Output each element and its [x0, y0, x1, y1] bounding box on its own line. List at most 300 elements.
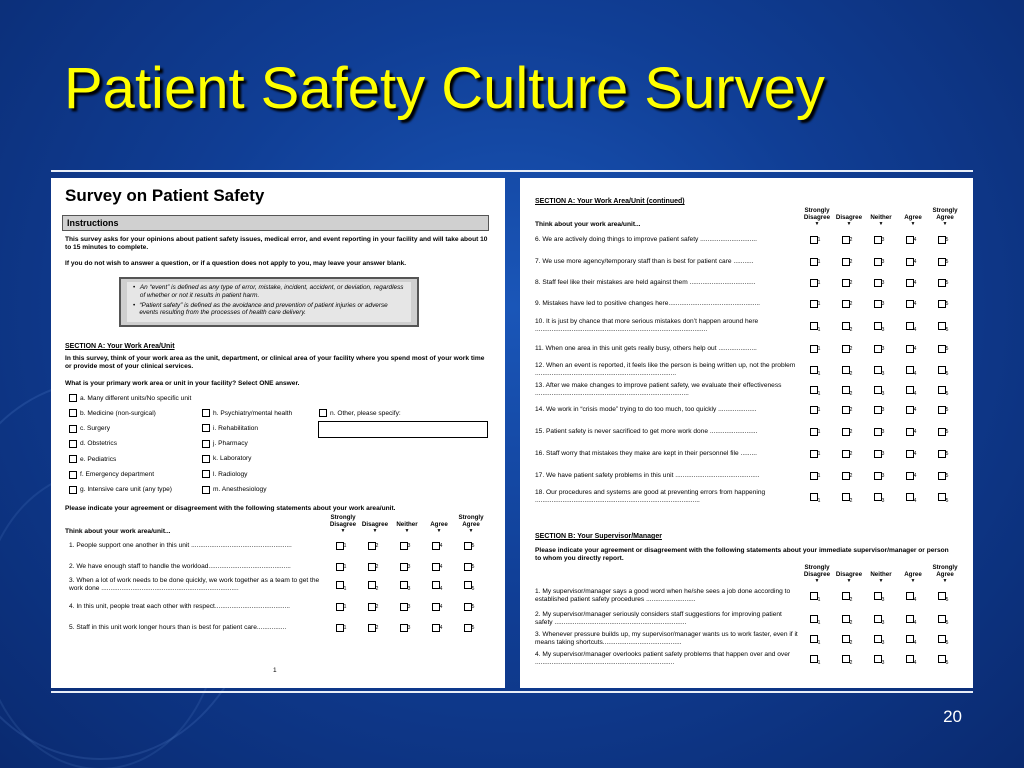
response-checkbox-1[interactable]: [810, 472, 818, 480]
response-cell: [927, 406, 959, 414]
response-checkbox-2[interactable]: [842, 300, 850, 308]
response-cell: [325, 603, 357, 611]
response-cell: [927, 472, 959, 480]
down-arrow-icon: ▼: [942, 221, 948, 227]
response-cell: [895, 651, 927, 667]
survey-item: [535, 472, 959, 480]
response-checkbox-3[interactable]: [874, 300, 882, 308]
work-area-option[interactable]: [202, 470, 247, 478]
response-cell: [799, 489, 831, 505]
response-checkbox-4[interactable]: [906, 655, 914, 663]
survey-item-text: 3. Whenever pressure builds up, my supervisor/manager wants us to work faster, even if it means taking shortcuts...........................................: [535, 631, 798, 646]
response-value: 3: [407, 604, 411, 610]
response-checkbox-2[interactable]: [842, 406, 850, 414]
response-value: 5: [471, 625, 475, 631]
option-label: k. Laboratory: [213, 455, 252, 463]
definitions-box: [119, 277, 419, 327]
response-cell: [799, 279, 831, 287]
response-checkbox-3[interactable]: [400, 542, 408, 550]
scale-label-text: Disagree: [835, 571, 863, 578]
response-value: 5: [471, 543, 475, 549]
survey-item: [535, 406, 959, 414]
response-cell: [799, 450, 831, 458]
scale-label-1: [801, 207, 833, 228]
response-checkbox-3[interactable]: [874, 386, 882, 394]
response-value: 2: [849, 371, 853, 377]
response-cell: [863, 362, 895, 378]
option-checkbox[interactable]: [69, 425, 77, 433]
response-value: 5: [945, 346, 949, 352]
response-checkbox-5[interactable]: [938, 300, 946, 308]
response-value: 2: [375, 625, 379, 631]
response-checkbox-4[interactable]: [906, 279, 914, 287]
response-cell: [325, 624, 357, 632]
slide-title: Patient Safety Culture Survey: [64, 56, 825, 121]
response-cell: [895, 406, 927, 414]
response-checkbox-2[interactable]: [842, 366, 850, 374]
response-checkbox-2[interactable]: [368, 563, 376, 571]
response-cell: [453, 624, 485, 632]
response-checkbox-2[interactable]: [842, 386, 850, 394]
response-checkbox-1[interactable]: [810, 655, 818, 663]
response-checkbox-1[interactable]: [810, 635, 818, 643]
response-checkbox-5[interactable]: [938, 592, 946, 600]
response-checkbox-4[interactable]: [906, 322, 914, 330]
survey-item: [535, 300, 959, 308]
response-checkbox-4[interactable]: [906, 450, 914, 458]
response-value: 3: [881, 429, 885, 435]
scale-label-2: [833, 207, 865, 228]
response-cell: [325, 563, 357, 571]
response-checkbox-5[interactable]: [938, 366, 946, 374]
response-checkbox-3[interactable]: [874, 615, 882, 623]
option-checkbox[interactable]: [319, 409, 327, 417]
response-value: 3: [881, 451, 885, 457]
scale-header: [801, 207, 961, 228]
response-cell: [895, 489, 927, 505]
response-value: 4: [913, 451, 917, 457]
work-area-option[interactable]: [202, 440, 248, 448]
down-arrow-icon: ▼: [910, 221, 916, 227]
response-checkbox-4[interactable]: [906, 615, 914, 623]
section-b-heading: SECTION B: Your Supervisor/Manager: [535, 533, 662, 540]
response-value: 5: [945, 327, 949, 333]
scale-label-text: Neither: [396, 521, 418, 528]
response-value: 3: [407, 586, 411, 592]
response-checkbox-1[interactable]: [810, 366, 818, 374]
response-cell: [831, 382, 863, 398]
response-checkbox-2[interactable]: [842, 493, 850, 501]
down-arrow-icon: ▼: [878, 578, 884, 584]
response-cell: [927, 631, 959, 647]
response-cell: [927, 258, 959, 266]
agreement-prompt: Please indicate your agreement or disagreement with the following statements about your work area/unit.: [65, 505, 396, 512]
response-checkbox-2[interactable]: [842, 615, 850, 623]
response-checkbox-4[interactable]: [432, 581, 440, 589]
response-checkbox-3[interactable]: [874, 450, 882, 458]
survey-item-text: 3. When a lot of work needs to be done quickly, we work together as a team to get the work done ...........................................................................: [69, 577, 320, 592]
other-specify-input[interactable]: [318, 421, 488, 438]
survey-item: [535, 258, 959, 266]
response-value: 4: [913, 280, 917, 286]
response-cell: [831, 611, 863, 627]
response-value: 3: [881, 327, 885, 333]
response-checkbox-2[interactable]: [842, 635, 850, 643]
survey-item: [69, 603, 485, 611]
response-cell: [927, 300, 959, 308]
survey-item: [69, 624, 485, 632]
response-checkbox-1[interactable]: [810, 592, 818, 600]
response-checkbox-5[interactable]: [938, 322, 946, 330]
survey-page-2: [520, 178, 973, 688]
option-checkbox[interactable]: [202, 486, 210, 494]
response-checkbox-2[interactable]: [842, 655, 850, 663]
response-checkbox-2[interactable]: [842, 472, 850, 480]
response-cell: [831, 450, 863, 458]
response-value: 3: [881, 259, 885, 265]
response-checkbox-3[interactable]: [874, 366, 882, 374]
down-arrow-icon: ▼: [404, 528, 410, 534]
section-b-prompt: Please indicate your agreement or disagreement with the following statements about your immediate supervisor/manager or person to whom you directly report.: [535, 547, 949, 563]
response-checkbox-2[interactable]: [368, 603, 376, 611]
response-value: 1: [817, 660, 821, 666]
response-cell: [927, 450, 959, 458]
response-checkbox-3[interactable]: [874, 345, 882, 353]
response-checkbox-3[interactable]: [400, 624, 408, 632]
scale-label-text: Disagree: [361, 521, 389, 528]
survey-item: [535, 318, 959, 334]
response-checkbox-3[interactable]: [874, 322, 882, 330]
option-checkbox[interactable]: [202, 470, 210, 478]
response-checkbox-4[interactable]: [432, 542, 440, 550]
option-label: i. Rehabilitation: [213, 424, 259, 432]
response-cell: [927, 345, 959, 353]
survey-item-text: 16. Staff worry that mistakes they make are kept in their personnel file .........: [535, 450, 757, 457]
response-checkbox-5[interactable]: [938, 236, 946, 244]
work-area-option[interactable]: [69, 455, 116, 463]
response-cell: [799, 345, 831, 353]
response-checkbox-1[interactable]: [810, 345, 818, 353]
response-checkbox-3[interactable]: [874, 428, 882, 436]
response-checkbox-3[interactable]: [874, 406, 882, 414]
survey-item-text: 2. We have enough staff to handle the workload.............................................: [69, 563, 291, 570]
response-checkbox-4[interactable]: [432, 563, 440, 571]
response-cell: [895, 300, 927, 308]
survey-item-text: 1. My supervisor/manager says a good word when he/she sees a job done according to established patient safety procedures ...........................: [535, 588, 791, 603]
response-cell: [421, 603, 453, 611]
work-area-option[interactable]: [69, 409, 156, 417]
response-value: 5: [471, 564, 475, 570]
response-cell: [799, 611, 831, 627]
survey-item-text: 4. In this unit, people treat each other with respect.........................................: [69, 603, 290, 610]
response-cell: [831, 318, 863, 334]
survey-title: Survey on Patient Safety: [65, 186, 265, 205]
response-value: 1: [343, 604, 347, 610]
option-label: a. Many different units/No specific unit: [80, 394, 192, 402]
response-checkbox-4[interactable]: [906, 428, 914, 436]
response-checkbox-4[interactable]: [906, 592, 914, 600]
response-cell: [895, 428, 927, 436]
response-checkbox-1[interactable]: [336, 581, 344, 589]
response-checkbox-2[interactable]: [842, 258, 850, 266]
survey-item-text: 1. People support one another in this unit .......................................................: [69, 542, 292, 549]
response-value: 2: [375, 564, 379, 570]
response-cell: [357, 624, 389, 632]
response-cell: [863, 258, 895, 266]
response-checkbox-1[interactable]: [810, 615, 818, 623]
option-label: j. Pharmacy: [213, 440, 248, 448]
response-checkbox-2[interactable]: [842, 345, 850, 353]
response-cell: [831, 489, 863, 505]
response-cell: [895, 382, 927, 398]
response-checkbox-5[interactable]: [938, 345, 946, 353]
response-checkbox-5[interactable]: [938, 615, 946, 623]
response-cell: [863, 611, 895, 627]
work-area-option[interactable]: [69, 471, 154, 479]
response-checkbox-1[interactable]: [810, 236, 818, 244]
response-checkbox-5[interactable]: [938, 472, 946, 480]
scale-label-3: [391, 514, 423, 535]
response-checkbox-3[interactable]: [874, 236, 882, 244]
survey-item: [535, 631, 959, 647]
response-checkbox-5[interactable]: [938, 450, 946, 458]
survey-item: [535, 382, 959, 398]
response-cell: [799, 631, 831, 647]
response-value: 5: [945, 259, 949, 265]
response-cell: [831, 651, 863, 667]
work-area-option[interactable]: [202, 486, 267, 494]
response-checkbox-2[interactable]: [842, 279, 850, 287]
response-checkbox-1[interactable]: [810, 493, 818, 501]
option-checkbox[interactable]: [69, 471, 77, 479]
response-checkbox-1[interactable]: [810, 406, 818, 414]
response-checkbox-3[interactable]: [874, 592, 882, 600]
option-checkbox[interactable]: [202, 409, 210, 417]
response-value: 2: [849, 280, 853, 286]
response-checkbox-2[interactable]: [842, 592, 850, 600]
response-checkbox-5[interactable]: [938, 386, 946, 394]
response-checkbox-2[interactable]: [842, 428, 850, 436]
scale-label-5: [455, 514, 487, 535]
response-checkbox-4[interactable]: [906, 386, 914, 394]
response-checkbox-5[interactable]: [938, 493, 946, 501]
survey-item: [535, 236, 959, 244]
response-checkbox-3[interactable]: [874, 635, 882, 643]
response-checkbox-4[interactable]: [906, 345, 914, 353]
response-checkbox-5[interactable]: [938, 406, 946, 414]
response-value: 1: [817, 301, 821, 307]
response-cell: [453, 577, 485, 593]
response-checkbox-5[interactable]: [938, 279, 946, 287]
response-cell: [421, 563, 453, 571]
response-value: 4: [913, 346, 917, 352]
scale-header: [801, 564, 961, 585]
work-area-option[interactable]: [69, 440, 117, 448]
response-checkbox-5[interactable]: [464, 542, 472, 550]
work-area-option[interactable]: [319, 409, 401, 417]
response-checkbox-1[interactable]: [336, 542, 344, 550]
response-checkbox-3[interactable]: [874, 655, 882, 663]
response-checkbox-1[interactable]: [810, 322, 818, 330]
response-checkbox-5[interactable]: [938, 258, 946, 266]
response-value: 1: [817, 473, 821, 479]
response-checkbox-2[interactable]: [842, 450, 850, 458]
response-checkbox-1[interactable]: [336, 624, 344, 632]
response-value: 5: [945, 451, 949, 457]
response-checkbox-4[interactable]: [432, 624, 440, 632]
response-checkbox-1[interactable]: [810, 450, 818, 458]
response-checkbox-5[interactable]: [938, 635, 946, 643]
response-checkbox-5[interactable]: [938, 428, 946, 436]
response-cell: [895, 472, 927, 480]
response-checkbox-3[interactable]: [874, 493, 882, 501]
response-value: 3: [881, 498, 885, 504]
survey-item-text: 17. We have patient safety problems in this unit ..............................................: [535, 472, 760, 479]
response-checkbox-3[interactable]: [874, 472, 882, 480]
response-value: 2: [849, 346, 853, 352]
response-checkbox-2[interactable]: [842, 236, 850, 244]
response-value: 4: [913, 327, 917, 333]
response-cell: [927, 382, 959, 398]
work-area-option[interactable]: [69, 486, 172, 494]
option-checkbox[interactable]: [202, 424, 210, 432]
option-checkbox[interactable]: [69, 440, 77, 448]
response-value: 4: [913, 407, 917, 413]
option-checkbox[interactable]: [69, 409, 77, 417]
survey-item-text: 12. When an event is reported, it feels like the person is being written up, not the problem .............................................................................: [535, 362, 796, 377]
response-checkbox-4[interactable]: [906, 406, 914, 414]
response-checkbox-3[interactable]: [874, 279, 882, 287]
response-cell: [863, 236, 895, 244]
work-area-option[interactable]: [69, 394, 191, 402]
response-checkbox-3[interactable]: [400, 581, 408, 589]
response-cell: [799, 362, 831, 378]
option-checkbox[interactable]: [69, 486, 77, 494]
option-checkbox[interactable]: [202, 440, 210, 448]
skip-note: If you do not wish to answer a question, or if a question does not apply to you, may leave your answer blank.: [65, 260, 407, 267]
survey-item: [535, 489, 959, 505]
think-about-label: Think about your work area/unit...: [535, 221, 641, 228]
response-cell: [927, 588, 959, 604]
response-value: 2: [849, 407, 853, 413]
survey-item: [69, 542, 485, 550]
response-checkbox-4[interactable]: [906, 472, 914, 480]
response-value: 5: [945, 597, 949, 603]
option-label: h. Psychiatry/mental health: [213, 409, 293, 417]
response-checkbox-5[interactable]: [938, 655, 946, 663]
response-value: 1: [817, 620, 821, 626]
bullet-icon: •: [133, 301, 136, 309]
option-checkbox[interactable]: [202, 455, 210, 463]
scale-header: [327, 514, 487, 535]
response-cell: [863, 318, 895, 334]
response-cell: [927, 318, 959, 334]
instructions-header: Instructions: [62, 215, 489, 231]
slide-number: 20: [943, 707, 962, 726]
scale-label-5: [929, 207, 961, 228]
think-about-label: Think about your work area/unit...: [65, 528, 171, 535]
response-checkbox-5[interactable]: [464, 603, 472, 611]
response-checkbox-2[interactable]: [368, 581, 376, 589]
response-value: 3: [881, 346, 885, 352]
response-checkbox-3[interactable]: [400, 603, 408, 611]
response-checkbox-4[interactable]: [906, 300, 914, 308]
response-checkbox-2[interactable]: [368, 624, 376, 632]
response-cell: [453, 542, 485, 550]
response-value: 1: [343, 586, 347, 592]
response-checkbox-4[interactable]: [906, 635, 914, 643]
response-cell: [453, 563, 485, 571]
scale-label-text: Neither: [870, 571, 892, 578]
work-area-option[interactable]: [69, 425, 110, 433]
response-cell: [799, 236, 831, 244]
work-area-option[interactable]: [202, 409, 292, 417]
response-checkbox-5[interactable]: [464, 581, 472, 589]
response-value: 2: [849, 327, 853, 333]
response-value: 1: [817, 640, 821, 646]
survey-item-text: 14. We work in “crisis mode” trying to do too much, too quickly .....................: [535, 406, 757, 413]
scale-label-3: [865, 564, 897, 585]
scale-label-2: [359, 514, 391, 535]
survey-item: [535, 611, 959, 627]
scale-label-text: Agree: [904, 571, 922, 578]
scale-label-text: Strongly Agree: [932, 207, 958, 221]
response-value: 1: [817, 451, 821, 457]
response-checkbox-4[interactable]: [906, 236, 914, 244]
survey-item: [535, 588, 959, 604]
response-checkbox-5[interactable]: [464, 624, 472, 632]
response-checkbox-1[interactable]: [810, 258, 818, 266]
response-checkbox-2[interactable]: [842, 322, 850, 330]
response-value: 4: [913, 473, 917, 479]
definition-event: • An “event” is defined as any type of error, mistake, incident, accident, or deviation, regardless of whether or not it results in patient harm.: [133, 284, 404, 299]
response-checkbox-5[interactable]: [464, 563, 472, 571]
response-checkbox-4[interactable]: [906, 366, 914, 374]
option-checkbox[interactable]: [69, 394, 77, 402]
response-checkbox-4[interactable]: [906, 258, 914, 266]
response-checkbox-1[interactable]: [810, 428, 818, 436]
response-value: 5: [945, 620, 949, 626]
response-checkbox-1[interactable]: [810, 386, 818, 394]
survey-item-text: 4. My supervisor/manager overlooks patient safety problems that happen over and over ............................................................................: [535, 651, 791, 666]
survey-item-text: 7. We use more agency/temporary staff than is best for patient care ...........: [535, 258, 754, 265]
response-value: 2: [849, 259, 853, 265]
response-cell: [927, 279, 959, 287]
response-checkbox-3[interactable]: [874, 258, 882, 266]
response-checkbox-2[interactable]: [368, 542, 376, 550]
response-checkbox-1[interactable]: [810, 279, 818, 287]
response-cell: [799, 588, 831, 604]
response-value: 4: [913, 259, 917, 265]
response-checkbox-4[interactable]: [432, 603, 440, 611]
work-area-option[interactable]: [202, 424, 258, 432]
survey-item: [535, 345, 959, 353]
survey-item-text: 11. When one area in this unit gets really busy, others help out .....................: [535, 345, 757, 352]
response-checkbox-1[interactable]: [336, 603, 344, 611]
response-checkbox-4[interactable]: [906, 493, 914, 501]
work-area-question: What is your primary work area or unit in your facility? Select ONE answer.: [65, 380, 300, 387]
response-checkbox-3[interactable]: [400, 563, 408, 571]
survey-item-text: 8. Staff feel like their mistakes are held against them ....................................: [535, 279, 756, 286]
work-area-option[interactable]: [202, 455, 251, 463]
option-checkbox[interactable]: [69, 455, 77, 463]
page-number: 1: [273, 667, 277, 674]
response-checkbox-1[interactable]: [810, 300, 818, 308]
response-cell: [831, 588, 863, 604]
response-cell: [863, 428, 895, 436]
survey-item: [535, 362, 959, 378]
response-checkbox-1[interactable]: [336, 563, 344, 571]
